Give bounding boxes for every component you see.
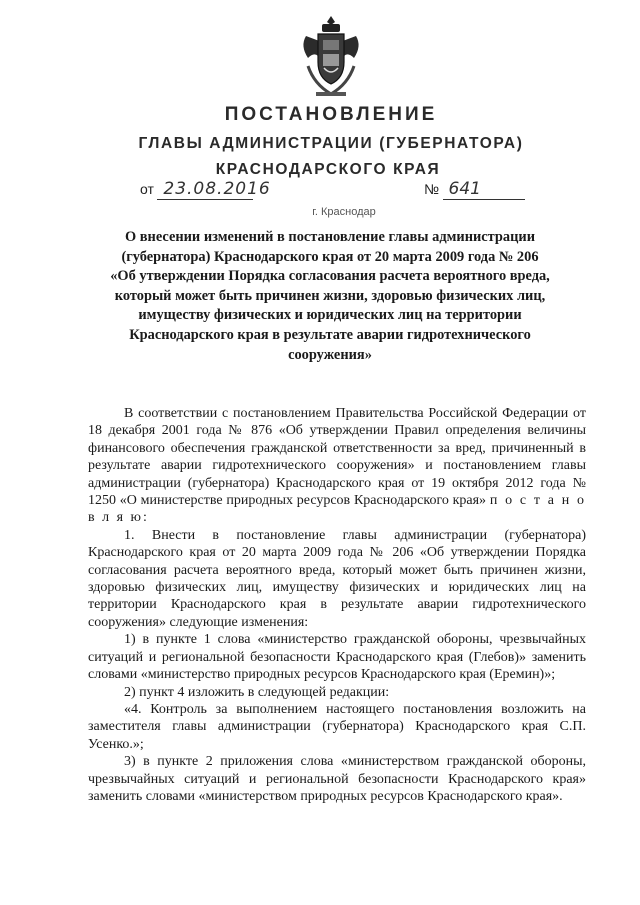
- issuing-region: КРАСНОДАРСКОГО КРАЯ: [215, 161, 441, 178]
- preamble-paragraph: [88, 405, 586, 527]
- date-value: 23.08.2016: [157, 180, 253, 200]
- quoted-paragraph: «4. Контроль за выполнением настоящего постановления возложить на заместителя главы администрации (губернатора) Краснодарского края С.П. Усенко.»;: [88, 701, 586, 752]
- preamble-text: В соответствии с постановлением Правительства Российской Федерации от 18 декабря 2001 года № 876 «Об утверждении Правил определения величины финансового обеспечения гражданской ответственности за вред, причиненный в результате аварии гидротехнического сооружения» и постановлением главы администрации (губернатора) Краснодарского края от 19 октября 2012 года № 1250 «О министерстве природных ресурсов Краснодарского края»: [88, 406, 586, 509]
- date-prefix: от: [140, 181, 154, 197]
- coat-of-arms-icon: [298, 14, 364, 98]
- issue-city: [0, 206, 640, 218]
- subitem-3-paragraph: 3) в пункте 2 приложения слова «министерством гражданской обороны, чрезвычайных ситуаций и региональной безопасности Краснодарского края» заменить словами «министерством природных ресурсов Краснодарского края».: [88, 754, 586, 804]
- document-header: [0, 104, 640, 179]
- document-type-title: ПОСТАНОВЛЕНИЕ: [224, 104, 438, 125]
- subitem-1-paragraph: 1) в пункте 1 слова «министерство гражданской обороны, чрезвычайных ситуаций и региональной безопасности Краснодарского края (Глебов)» заменить словами «министерство природных ресурсов Краснодарского края (Еремин)»;: [88, 632, 586, 683]
- subitem-2-paragraph: 2) пункт 4 изложить в следующей редакции:: [124, 684, 390, 700]
- issuing-authority: ГЛАВЫ АДМИНИСТРАЦИИ (ГУБЕРНАТОРА): [138, 135, 524, 152]
- number-value: 641: [443, 180, 525, 200]
- document-date: [140, 179, 271, 200]
- resolve-word: п о с т а н о в л я ю:: [88, 493, 587, 526]
- item-1-paragraph: 1. Внести в постановление главы администрации (губернатора) Краснодарского края от 20 марта 2009 года № 206 «Об утверждении Порядка согласования расчета вероятного вреда, который может быть причинен жизни, здоровью физических лиц, имуществу физических и юридических лиц на территории Краснодарского края в результате аварии гидротехнического сооружения» следующие изменения:: [88, 527, 586, 630]
- number-prefix: №: [424, 181, 440, 197]
- document-body: [88, 405, 586, 805]
- document-number: [424, 180, 525, 200]
- document-subject: О внесении изменений в постановление главы администрации (губернатора) Краснодарского края от 20 марта 2009 года № 206 «Об утверждении Порядка согласования расчета вероятного вреда, который может быть причинен жизни, здоровью физических лиц, имуществу физических и юридических лиц на территории Краснодарского края в результате аварии гидротехнического сооружения»: [110, 229, 550, 363]
- city-label: г. Краснодар: [312, 206, 376, 218]
